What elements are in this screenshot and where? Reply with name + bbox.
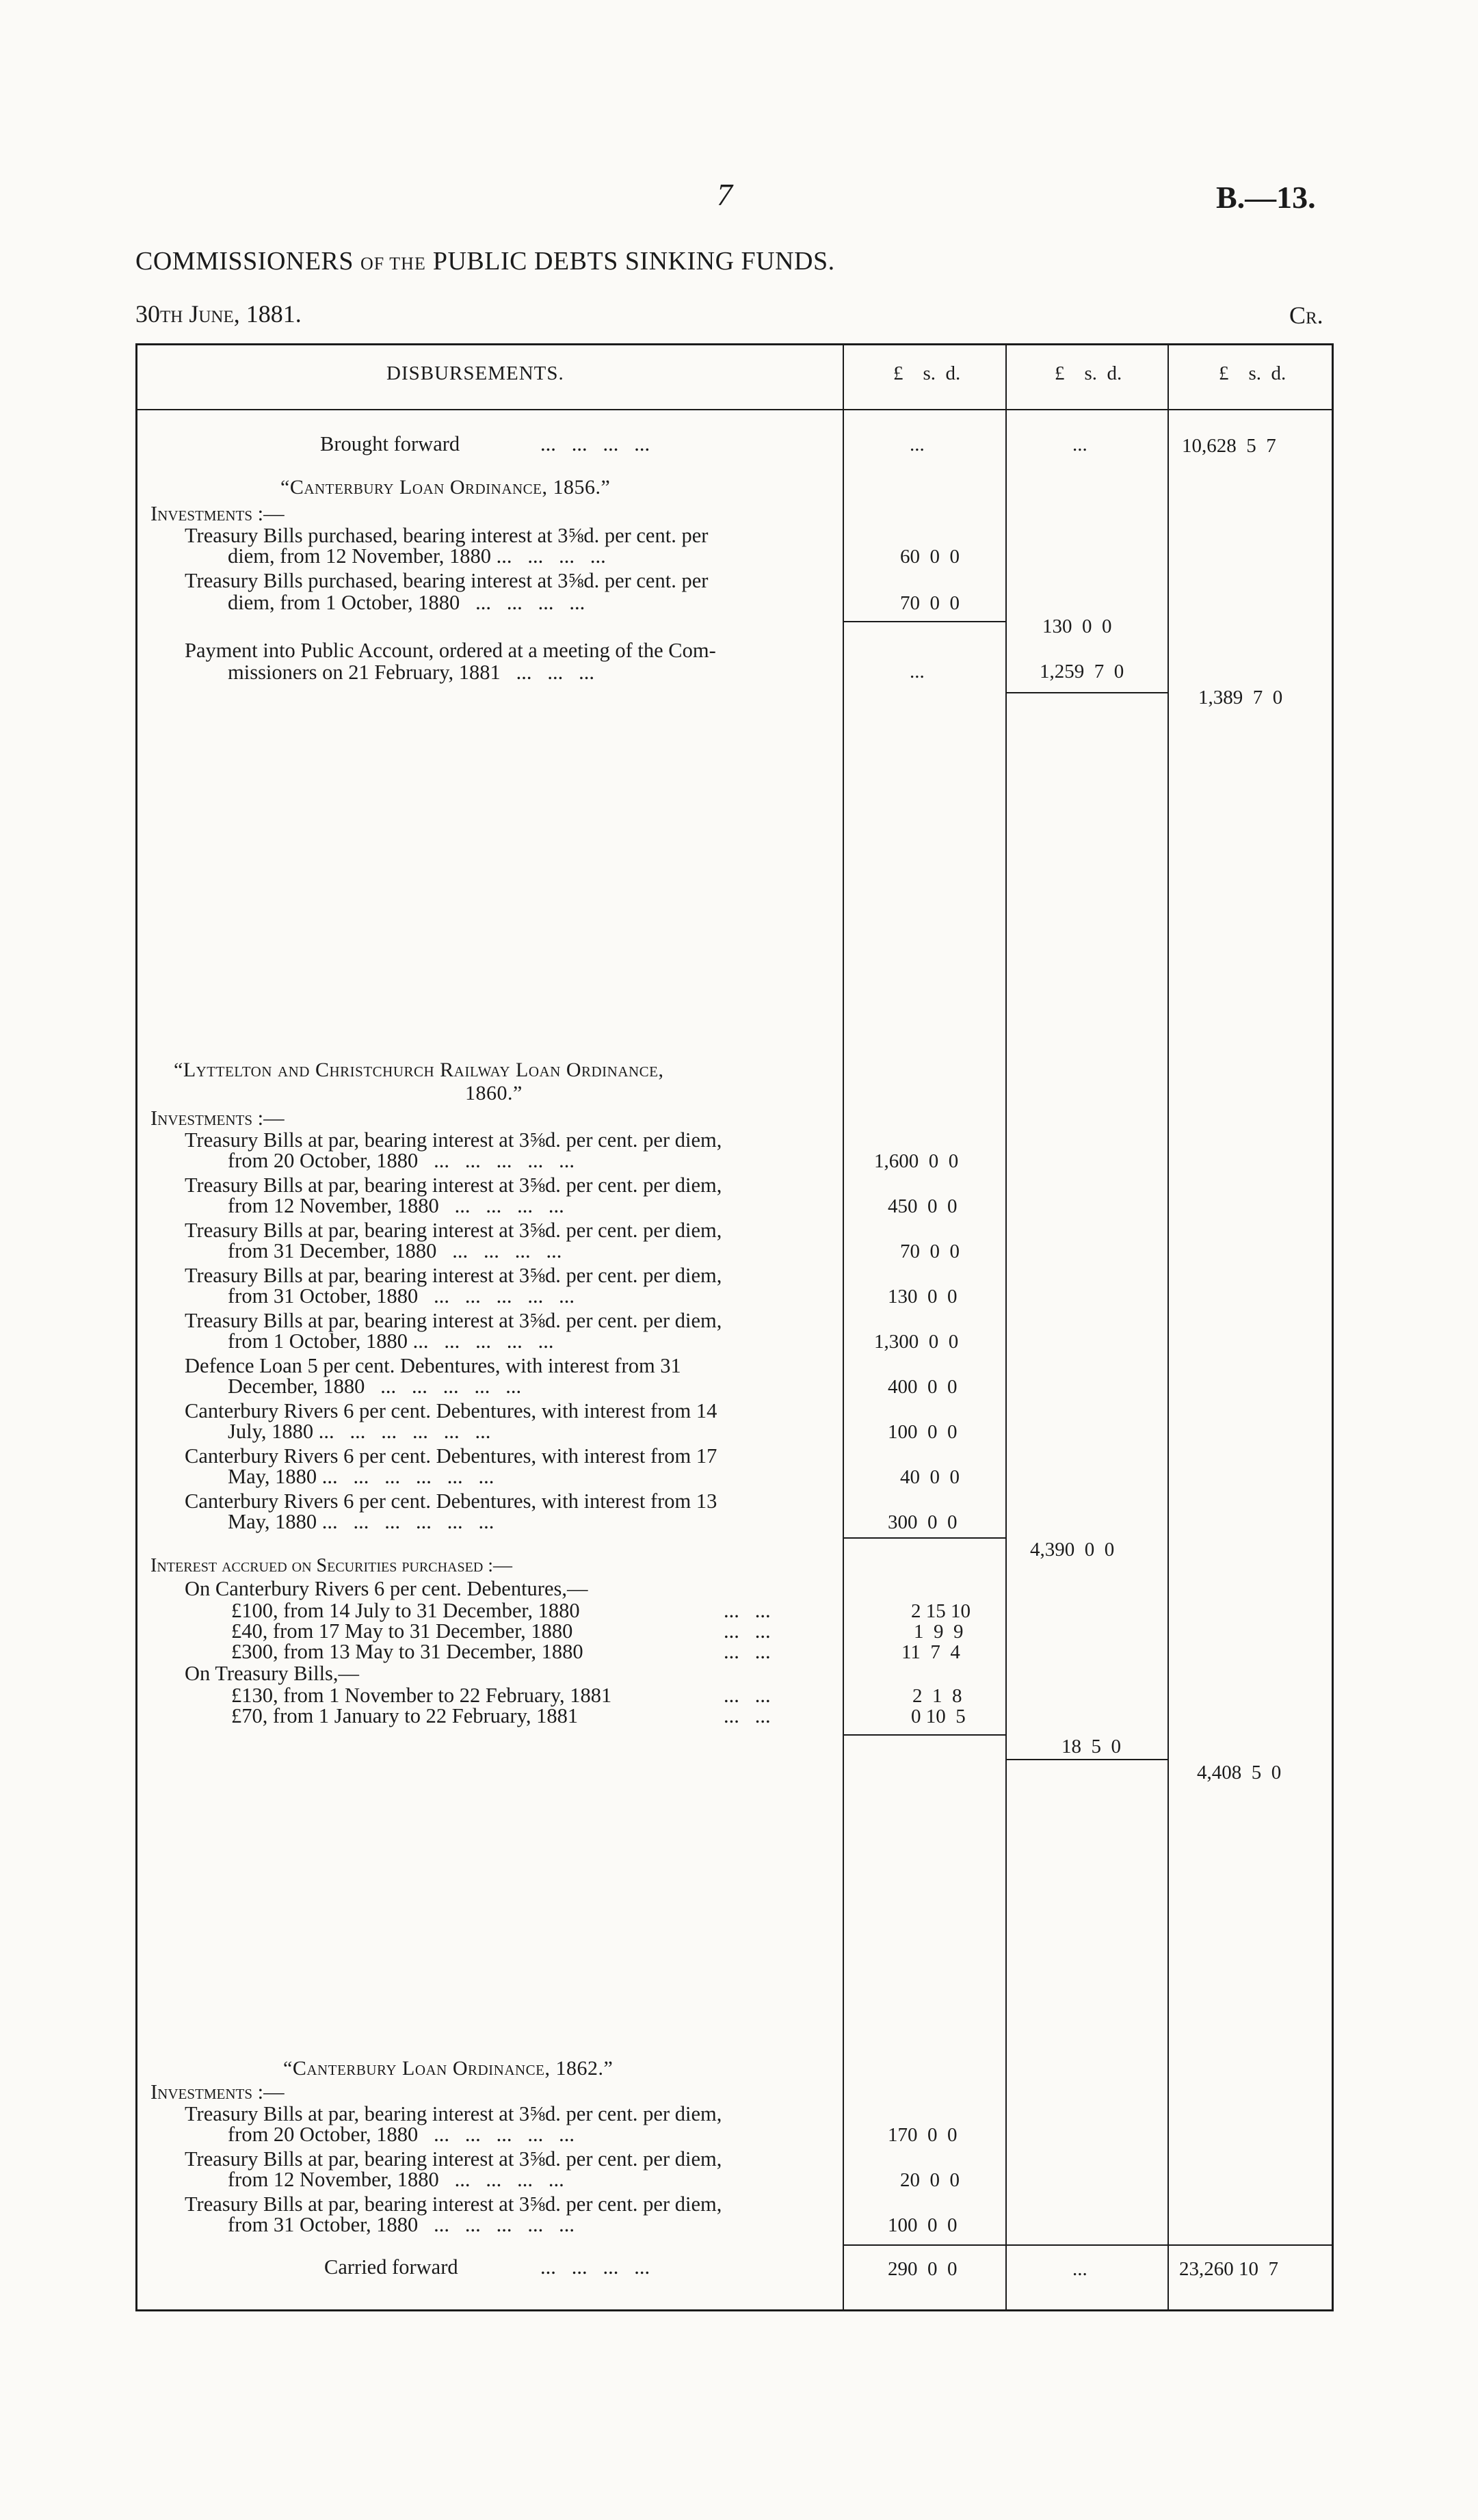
int-item3-label: £300, from 13 May to 31 December, 1880	[231, 1640, 583, 1663]
date-month: June,	[189, 300, 240, 328]
carried-forward-col2: ...	[1072, 2258, 1087, 2280]
column-rule-1	[843, 343, 844, 2311]
c1862-item3-amount: 100 0 0	[888, 2214, 958, 2236]
investments-label-1860: Investments :—	[150, 1106, 285, 1130]
c1862-item1-line2: from 20 October, 1880 ... ... ... ... ...	[228, 2123, 575, 2146]
l1860-item6-amount: 400 0 0	[888, 1376, 958, 1398]
bill-item1-leader: ... ...	[724, 1684, 771, 1707]
title-part-b: PUBLIC DEBTS SINKING FUNDS.	[432, 247, 835, 276]
date-day: 30th	[135, 300, 183, 328]
int-item3-leader: ... ...	[724, 1640, 771, 1663]
l1860-item7-amount: 100 0 0	[888, 1421, 958, 1443]
title-of-the: OF THE	[360, 254, 426, 274]
section-heading-lyttelton-1860-line2: 1860.”	[465, 1082, 523, 1104]
l1860-item3-line1: Treasury Bills at par, bearing interest at 3⅝d. per cent. per diem,	[185, 1219, 722, 1242]
payment-line2: missioners on 21 February, 1881 ... ... ...	[228, 661, 594, 684]
l1860-item3-line2: from 31 December, 1880 ... ... ... ...	[228, 1239, 562, 1262]
column-heading-description: DISBURSEMENTS.	[386, 362, 564, 384]
column-rule-3	[1167, 343, 1169, 2311]
c1862-item3-line1: Treasury Bills at par, bearing interest at 3⅝d. per cent. per diem,	[185, 2192, 722, 2216]
interest-accrued-heading: Interest accrued on Securities purchased :—	[150, 1555, 513, 1576]
column-rule-2	[1005, 343, 1007, 2311]
payment-amount: 1,259 7 0	[1040, 661, 1124, 682]
payment-col1: ...	[910, 661, 925, 682]
c1862-item1-amount: 170 0 0	[888, 2124, 958, 2146]
statement-date	[135, 300, 302, 328]
l1860-item2-line1: Treasury Bills at par, bearing interest at 3⅝d. per cent. per diem,	[185, 1173, 722, 1197]
total-1860: 4,408 5 0	[1197, 1762, 1282, 1783]
bill-item2-amount: 0 10 5	[911, 1706, 966, 1727]
int-item2-leader: ... ...	[724, 1619, 771, 1643]
carried-forward-total: 23,260 10 7	[1179, 2258, 1278, 2280]
on-treasury-bills-label: On Treasury Bills,—	[185, 1662, 360, 1685]
l1860-item2-line2: from 12 November, 1880 ... ... ... ...	[228, 1194, 564, 1217]
bill-item2-leader: ... ...	[724, 1704, 771, 1727]
l1860-item8-line1: Canterbury Rivers 6 per cent. Debentures, with interest from 17	[185, 1444, 717, 1468]
c1862-item1-line1: Treasury Bills at par, bearing interest at 3⅝d. per cent. per diem,	[185, 2102, 722, 2125]
brought-forward-total: 10,628 5 7	[1182, 435, 1276, 457]
on-debentures-label: On Canterbury Rivers 6 per cent. Debentures,—	[185, 1577, 588, 1600]
section-heading-lyttelton-1860-line1: “Lyttelton and Christchurch Railway Loan Ordinance,	[174, 1059, 664, 1081]
l1860-item2-amount: 450 0 0	[888, 1195, 958, 1217]
tb2-1856-line1: Treasury Bills purchased, bearing interest at 3⅝d. per cent. per	[185, 569, 709, 592]
table-left-rule	[135, 343, 137, 2311]
brought-forward-label: Brought forward	[320, 432, 460, 455]
carried-forward-col1: 290 0 0	[888, 2258, 958, 2280]
brought-forward-leader: ... ... ... ...	[540, 432, 650, 455]
carried-forward-leader: ... ... ... ...	[540, 2255, 650, 2279]
l1860-item4-amount: 130 0 0	[888, 1286, 958, 1308]
total-1856: 1,389 7 0	[1198, 687, 1283, 708]
l1860-item9-amount: 300 0 0	[888, 1511, 958, 1533]
section-heading-canterbury-1856: “Canterbury Loan Ordinance, 1856.”	[280, 476, 611, 499]
carried-forward-label: Carried forward	[324, 2255, 458, 2279]
page-number: 7	[717, 177, 733, 212]
table-top-rule	[135, 343, 1334, 345]
header-bottom-rule	[135, 409, 1334, 410]
sum-rule-1856-total	[1007, 692, 1167, 693]
l1860-item4-line1: Treasury Bills at par, bearing interest at 3⅝d. per cent. per diem,	[185, 1264, 722, 1287]
subtotal-1860-investments: 4,390 0 0	[1030, 1539, 1115, 1561]
sum-rule-1860-total	[1007, 1759, 1167, 1760]
column-heading-money-1: £ s. d.	[893, 362, 961, 384]
c1862-item2-amount: 20 0 0	[900, 2169, 960, 2191]
brought-forward-col2: ...	[1072, 434, 1087, 455]
int-item1-amount: 2 15 10	[911, 1600, 971, 1622]
c1862-item3-line2: from 31 October, 1880 ... ... ... ... ...	[228, 2213, 575, 2236]
sum-rule-1856-investments	[844, 621, 1005, 622]
section-heading-canterbury-1862: “Canterbury Loan Ordinance, 1862.”	[283, 2057, 613, 2080]
date-year: 1881.	[246, 300, 302, 328]
l1860-item7-line1: Canterbury Rivers 6 per cent. Debentures, with interest from 14	[185, 1399, 717, 1422]
bill-item1-amount: 2 1 8	[912, 1685, 962, 1707]
table-right-rule	[1332, 343, 1334, 2311]
bill-item1-label: £130, from 1 November to 22 February, 1881	[231, 1684, 612, 1707]
table-bottom-rule	[135, 2309, 1334, 2311]
tb1-1856-amount: 60 0 0	[900, 546, 960, 568]
title-part-a: COMMISSIONERS	[135, 247, 354, 276]
l1860-item7-line2: July, 1880 ... ... ... ... ... ...	[228, 1420, 491, 1443]
int-item1-leader: ... ...	[724, 1599, 771, 1622]
l1860-item5-line1: Treasury Bills at par, bearing interest at 3⅝d. per cent. per diem,	[185, 1309, 722, 1332]
c1862-item2-line2: from 12 November, 1880 ... ... ... ...	[228, 2168, 564, 2191]
l1860-item4-line2: from 31 October, 1880 ... ... ... ... ...	[228, 1284, 575, 1308]
l1860-item1-line1: Treasury Bills at par, bearing interest at 3⅝d. per cent. per diem,	[185, 1128, 722, 1152]
sum-rule-1860-investments	[844, 1537, 1005, 1539]
subtotal-1856-investments: 130 0 0	[1042, 615, 1112, 637]
credit-side-label: Cr.	[1289, 302, 1323, 329]
tb1-1856-line2: diem, from 12 November, 1880 ... ... ... ...	[228, 544, 606, 568]
tb2-1856-amount: 70 0 0	[900, 592, 960, 614]
document-reference: B.—13.	[1216, 180, 1316, 215]
l1860-item5-line2: from 1 October, 1880 ... ... ... ... ...	[228, 1329, 554, 1353]
int-item1-label: £100, from 14 July to 31 December, 1880	[231, 1599, 580, 1622]
int-item2-label: £40, from 17 May to 31 December, 1880	[231, 1619, 573, 1643]
int-item2-amount: 1 9 9	[914, 1621, 964, 1643]
investments-label-1862: Investments :—	[150, 2080, 285, 2104]
l1860-item8-amount: 40 0 0	[900, 1466, 960, 1488]
l1860-item5-amount: 1,300 0 0	[874, 1331, 959, 1353]
int-item3-amount: 11 7 4	[901, 1641, 960, 1663]
column-heading-money-2: £ s. d.	[1055, 362, 1122, 384]
l1860-item9-line2: May, 1880 ... ... ... ... ... ...	[228, 1510, 494, 1533]
page-title	[135, 246, 835, 276]
c1862-item2-line1: Treasury Bills at par, bearing interest at 3⅝d. per cent. per diem,	[185, 2147, 722, 2171]
payment-line1: Payment into Public Account, ordered at a meeting of the Com-	[185, 639, 716, 662]
investments-label-1856: Investments :—	[150, 502, 285, 525]
tb1-1856-line1: Treasury Bills purchased, bearing interest at 3⅝d. per cent. per	[185, 524, 709, 547]
brought-forward-col1: ...	[910, 434, 925, 455]
l1860-item9-line1: Canterbury Rivers 6 per cent. Debentures, with interest from 13	[185, 1489, 717, 1513]
sum-rule-1860-interest	[844, 1734, 1005, 1736]
l1860-item1-amount: 1,600 0 0	[874, 1150, 959, 1172]
sum-rule-carried-forward	[844, 2244, 1332, 2246]
l1860-item8-line2: May, 1880 ... ... ... ... ... ...	[228, 1465, 494, 1488]
l1860-item6-line2: December, 1880 ... ... ... ... ...	[228, 1375, 522, 1398]
column-heading-money-3: £ s. d.	[1219, 362, 1286, 384]
bill-item2-label: £70, from 1 January to 22 February, 1881	[231, 1704, 579, 1727]
l1860-item3-amount: 70 0 0	[900, 1241, 960, 1262]
subtotal-1860-interest: 18 5 0	[1061, 1736, 1121, 1758]
l1860-item6-line1: Defence Loan 5 per cent. Debentures, with interest from 31	[185, 1354, 681, 1377]
tb2-1856-line2: diem, from 1 October, 1880 ... ... ... ...	[228, 591, 585, 614]
l1860-item1-line2: from 20 October, 1880 ... ... ... ... ...	[228, 1149, 575, 1172]
